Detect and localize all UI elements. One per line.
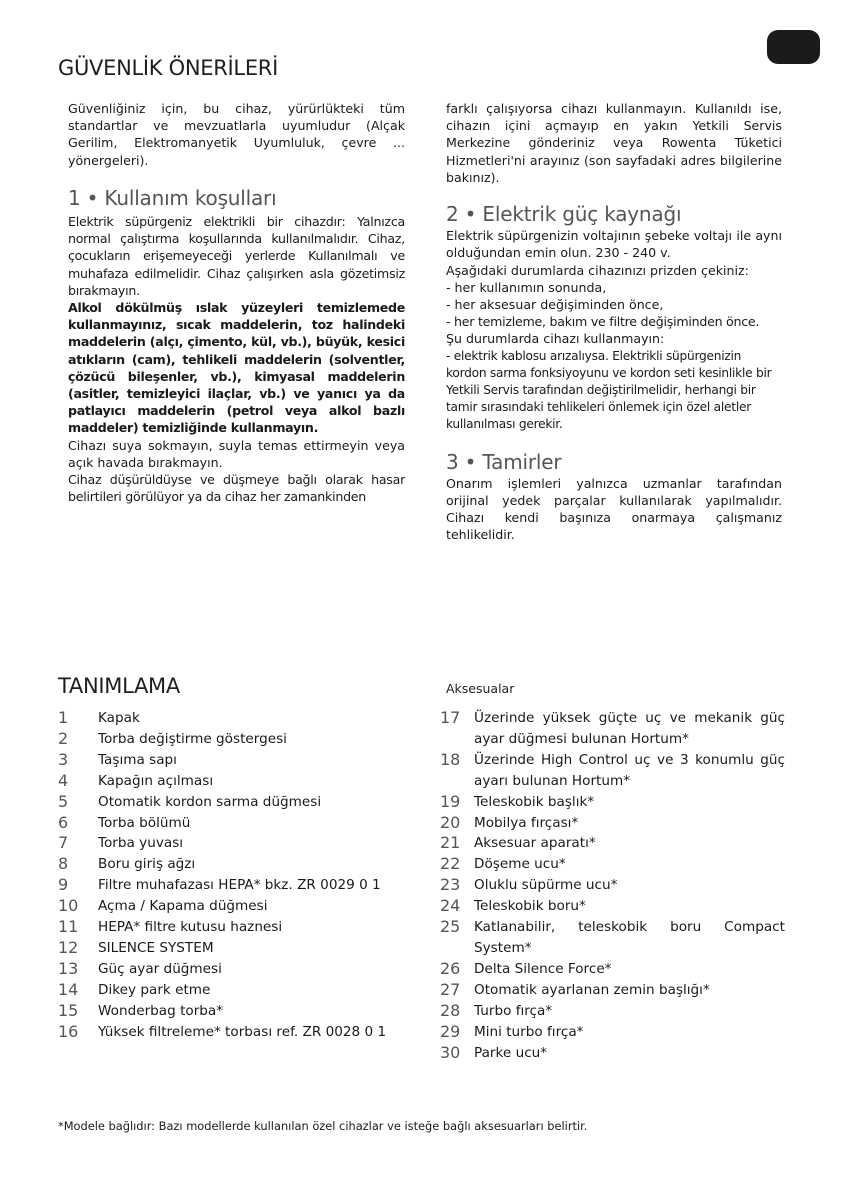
accessory-list-item bbox=[440, 875, 785, 896]
item-label: Teleskobik boru* bbox=[474, 898, 586, 915]
item-number: 22 bbox=[440, 854, 461, 874]
item-number: 10 bbox=[58, 896, 79, 916]
accessory-list-item bbox=[440, 854, 785, 875]
section-1-warning-paragraph: Alkol dökülmüş ıslak yüzeyleri temizlemede kullanmayınız, sıcak maddelerin, toz halindeki maddelerin (alçı, çimento, kül, vb.), büyük, kesici atıkların (cam), tehlikeli maddelerin (solventler, çözücü bileşenler, vb.), kimyasal maddelerin (asitler, temizleyici ilaçlar, vb.) ve yanıcı ya da patlayıcı maddelerin (petrol veya alkol bazlı maddeler) temizliğinde kullanmayın. bbox=[68, 300, 405, 436]
intro-paragraph: Güvenliğiniz için, bu cihaz, yürürlükteki tüm standartlar ve mevzuatlarla uyumludur (Alçak Gerilim, Elektromanyetik Uyumluluk, çevre ... yönergeleri). bbox=[68, 101, 405, 168]
part-list-item bbox=[58, 875, 418, 896]
section-2-paragraph-1: Elektrik süpürgenizin voltajının şebeke voltajı ile aynı olduğundan emin olun. 230 - 240 v. bbox=[446, 228, 782, 261]
item-number: 7 bbox=[58, 833, 69, 853]
accessory-list-item bbox=[440, 750, 785, 792]
item-number: 2 bbox=[58, 728, 69, 748]
item-number: 11 bbox=[58, 917, 79, 937]
item-number: 12 bbox=[58, 937, 79, 957]
part-list-item bbox=[58, 980, 418, 1001]
item-label: Açma / Kapama düğmesi bbox=[98, 898, 268, 915]
item-number: 15 bbox=[58, 1000, 79, 1020]
item-label: Teleskobik başlık* bbox=[474, 793, 595, 810]
item-number: 19 bbox=[440, 791, 461, 811]
accessory-list-item bbox=[440, 1001, 785, 1022]
accessory-list-item bbox=[440, 1022, 785, 1043]
identification-title: TANIMLAMA bbox=[58, 674, 180, 698]
part-list-item bbox=[58, 813, 418, 834]
item-number: 1 bbox=[58, 708, 69, 727]
section-2-paragraph-2: Aşağıdaki durumlarda cihazınızı prizden çekiniz: bbox=[446, 262, 749, 278]
part-list-item bbox=[58, 1022, 418, 1043]
right-column bbox=[446, 100, 782, 544]
part-list-item bbox=[58, 750, 418, 771]
part-list-item bbox=[58, 771, 418, 792]
part-list-item bbox=[58, 854, 418, 875]
part-list-item bbox=[58, 917, 418, 938]
part-list-item bbox=[58, 896, 418, 917]
item-number: 27 bbox=[440, 979, 461, 999]
item-label: Kapak bbox=[98, 710, 140, 726]
item-number: 16 bbox=[58, 1021, 79, 1041]
item-number: 28 bbox=[440, 1000, 461, 1020]
item-number: 23 bbox=[440, 875, 461, 895]
section-3-title: 3 • Tamirler bbox=[446, 449, 562, 474]
section-2-paragraph-3: Şu durumlarda cihazı kullanmayın: bbox=[446, 331, 665, 347]
item-number: 17 bbox=[440, 708, 461, 727]
section-2-title: 2 • Elektrik güç kaynağı bbox=[446, 202, 682, 227]
item-number: 8 bbox=[58, 854, 69, 874]
item-label: Mobilya fırçası* bbox=[474, 814, 579, 831]
part-list-item bbox=[58, 938, 418, 959]
item-label: Wonderbag torba* bbox=[98, 1002, 224, 1019]
item-number: 20 bbox=[440, 812, 461, 832]
item-label: Katlanabilir, teleskobik boru Compact System* bbox=[474, 919, 785, 956]
item-label: Torba bölümü bbox=[98, 814, 191, 831]
part-list-item bbox=[58, 959, 418, 980]
accessories-list bbox=[440, 708, 785, 1063]
accessory-list-item bbox=[440, 980, 785, 1001]
item-label: Kapağın açılması bbox=[98, 772, 214, 789]
item-label: Filtre muhafazası HEPA* bkz. ZR 0029 0 1 bbox=[98, 877, 381, 894]
item-label: SILENCE SYSTEM bbox=[98, 939, 214, 956]
section-1-paragraph-4-end: farklı çalışıyorsa cihazı kullanmayın. Kullanıldı ise, cihazın içini açmayıp en yakın Yetkili Servis Merkezine gönderiniz veya Rowenta Tüketici Hizmetleri'ni arayınız (son sayfadaki adres bilgilerine bakınız). bbox=[446, 101, 782, 185]
item-number: 18 bbox=[440, 749, 461, 769]
item-number: 25 bbox=[440, 917, 461, 937]
page-title: GÜVENLİK ÖNERİLERİ bbox=[58, 56, 278, 80]
accessory-list-item bbox=[440, 959, 785, 980]
section-1-title: 1 • Kullanım koşulları bbox=[68, 185, 277, 210]
footnote: *Modele bağlıdır: Bazı modellerde kullanılan özel cihazlar ve isteğe bağlı aksesuarları belirtir. bbox=[58, 1119, 588, 1133]
item-number: 6 bbox=[58, 812, 69, 832]
section-2-bullet: - her kullanımın sonunda, bbox=[446, 279, 607, 295]
item-label: Üzerinde yüksek güçte uç ve mekanik güç ayar düğmesi bulunan Hortum* bbox=[474, 710, 785, 747]
item-number: 26 bbox=[440, 958, 461, 978]
item-label: Dikey park etme bbox=[98, 981, 211, 998]
accessory-list-item bbox=[440, 917, 785, 959]
part-list-item bbox=[58, 833, 418, 854]
item-number: 30 bbox=[440, 1042, 461, 1062]
part-list-item bbox=[58, 1001, 418, 1022]
section-1-paragraph-3: Cihazı suya sokmayın, suyla temas ettirmeyin veya açık havada bırakmayın. bbox=[68, 437, 405, 470]
page-tab-marker bbox=[767, 30, 820, 64]
accessories-title: Aksesualar bbox=[446, 681, 515, 696]
item-label: Döşeme ucu* bbox=[474, 856, 566, 873]
item-number: 4 bbox=[58, 770, 69, 790]
part-list-item bbox=[58, 792, 418, 813]
section-2-bullet: - her temizleme, bakım ve filtre değişiminden önce. bbox=[446, 314, 760, 330]
item-label: Taşıma sapı bbox=[98, 751, 177, 768]
item-number: 24 bbox=[440, 896, 461, 916]
item-number: 3 bbox=[58, 749, 69, 769]
part-list-item bbox=[58, 708, 418, 729]
item-label: Yüksek filtreleme* torbası ref. ZR 0028 0 1 bbox=[98, 1023, 387, 1040]
item-label: Otomatik kordon sarma düğmesi bbox=[98, 793, 322, 810]
section-2-paragraph-4: - elektrik kablosu arızalıysa. Elektrikli süpürgenizin kordon sarma fonksiyoyunu ve kordon seti kesinlikle bir Yetkili Servis tarafından değiştirilmelidir, herhangi bir tamir sırasındaki tehlikeleri önlemek için özel aletler kullanılması gerekir. bbox=[446, 348, 772, 432]
part-list-item bbox=[58, 729, 418, 750]
item-label: Otomatik ayarlanan zemin başlığı* bbox=[474, 981, 710, 998]
section-3-paragraph: Onarım işlemleri yalnızca uzmanlar tarafından orijinal yedek parçalar kullanılarak yapılmalıdır. Cihazı kendi başınıza onarmaya çalışmanız tehlikelidir. bbox=[446, 475, 782, 543]
item-number: 21 bbox=[440, 833, 461, 853]
parts-list bbox=[58, 708, 418, 1043]
item-label: Turbo fırça* bbox=[474, 1002, 553, 1019]
item-label: Boru giriş ağzı bbox=[98, 856, 196, 873]
item-label: Parke ucu* bbox=[474, 1044, 548, 1061]
item-number: 13 bbox=[58, 958, 79, 978]
accessory-list-item bbox=[440, 792, 785, 813]
section-1-paragraph-1: Elektrik süpürgeniz elektrikli bir cihazdır: Yalnızca normal çalıştırma koşullarında kullanılmalıdır. Cihaz, çocukların erişemeyeceği yerlerde Kullanılmalı ve muhafaza edilmelidir. Cihaz çalışırken asla gözetimsiz bırakmayın. bbox=[68, 214, 405, 298]
item-label: Delta Silence Force* bbox=[474, 960, 612, 977]
item-label: Mini turbo fırça* bbox=[474, 1023, 584, 1040]
item-label: Torba yuvası bbox=[98, 835, 184, 852]
item-number: 9 bbox=[58, 875, 69, 895]
section-1-paragraph-4-start: Cihaz düşürüldüyse ve düşmeye bağlı olarak hasar belirtileri görülüyor ya da cihaz her zamankinden bbox=[68, 472, 405, 505]
item-label: HEPA* filtre kutusu haznesi bbox=[98, 919, 283, 936]
item-number: 5 bbox=[58, 791, 69, 811]
item-label: Üzerinde High Control uç ve 3 konumlu güç ayarı bulunan Hortum* bbox=[474, 751, 785, 789]
item-label: Güç ayar düğmesi bbox=[98, 960, 222, 977]
item-label: Oluklu süpürme ucu* bbox=[474, 877, 618, 894]
item-label: Torba değiştirme göstergesi bbox=[98, 730, 287, 747]
accessory-list-item bbox=[440, 1043, 785, 1064]
section-2-bullet: - her aksesuar değişiminden önce, bbox=[446, 297, 664, 313]
left-column bbox=[68, 100, 405, 505]
item-number: 29 bbox=[440, 1021, 461, 1041]
item-label: Aksesuar aparatı* bbox=[474, 835, 596, 852]
accessory-list-item bbox=[440, 708, 785, 750]
accessory-list-item bbox=[440, 813, 785, 834]
accessory-list-item bbox=[440, 833, 785, 854]
item-number: 14 bbox=[58, 979, 79, 999]
accessory-list-item bbox=[440, 896, 785, 917]
